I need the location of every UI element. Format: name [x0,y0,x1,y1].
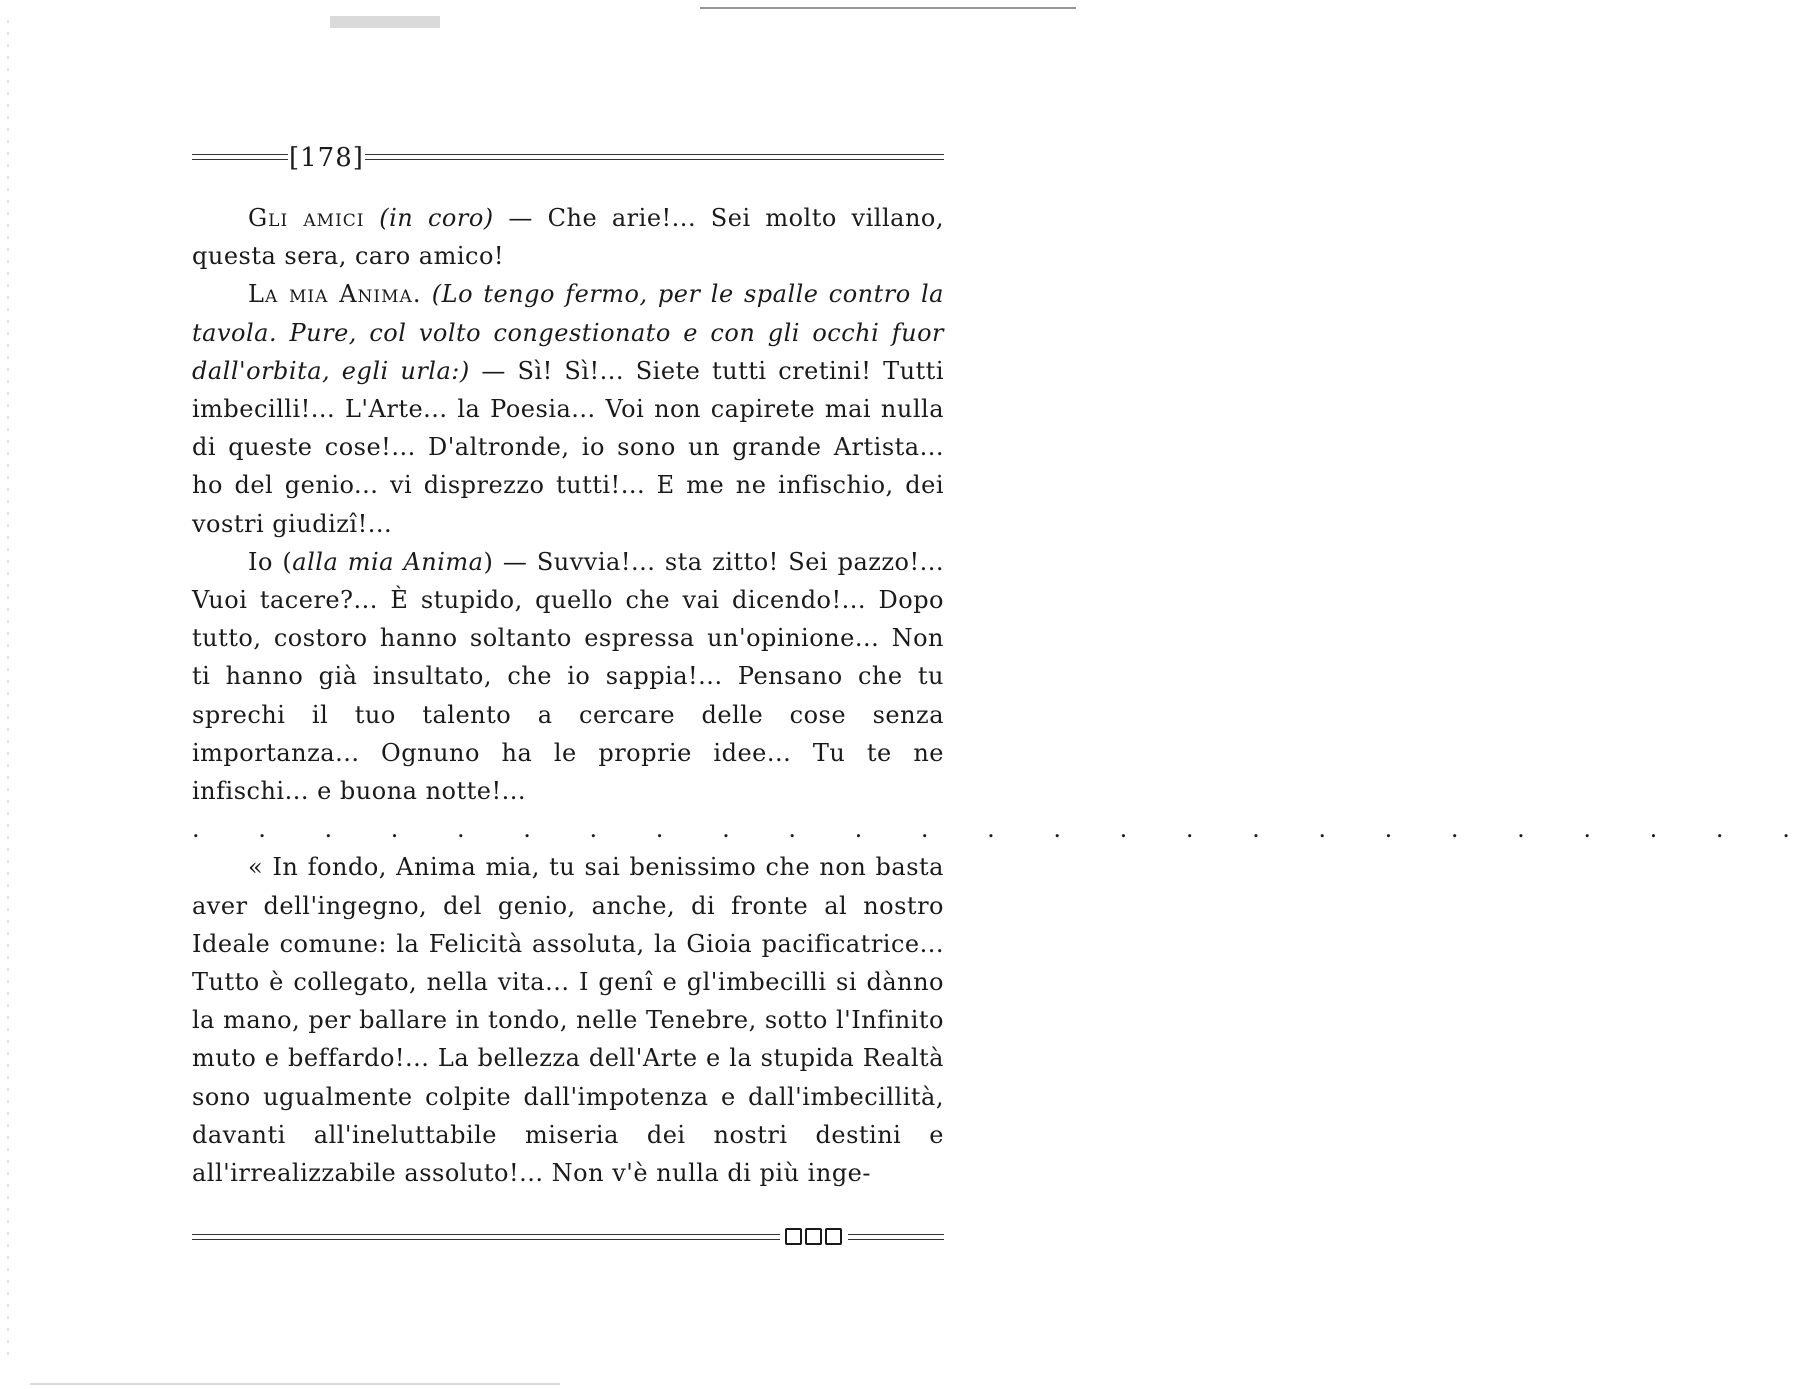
paragraph-la-mia-anima [192,275,944,542]
page-body [192,199,1815,1192]
page-header [192,140,944,176]
page-footer-ornament [192,1226,944,1250]
stage-direction: alla mia Anima [292,547,484,576]
dialogue-text: ) — Suvvia!... sta zitto! Sei pazzo!... Vuoi tacere?... È stupido, quello che vai dicendo!... Dopo tutto, costoro hanno soltanto espressa un'opinione... Non ti hanno già insultato, che io sappia!... Pensano che tu sprechi il tuo talento a cercare delle cose senza importanza... Ognuno ha le proprie idee... Tu te ne infischi... e buona notte!... [192,547,945,806]
section-separator: . . . . . . . . . . . . . . . . . . . . . . . . . [192,815,1815,844]
dialogue-text: — Che arie!... Sei molto villano, questa sera, caro amico! [192,204,944,271]
paragraph-in-fondo [192,848,944,1192]
ornament-square-icon [805,1228,822,1245]
monologue-text: « In fondo, Anima mia, tu sai benissimo che non basta aver dell'ingegno, del genio, anche, di fronte al nostro Ideale comune: la Felicità assoluta, la Gioia pacificatrice... Tutto è collegato, nella vita... I genî e gl'imbecilli si dànno la mano, per ballare in tondo, nelle Tenebre, sotto l'Infinito muto e beffardo!... La bellezza dell'Arte e la stupida Realtà sono ugualmente colpite dall'impotenza e dall'imbecillità, davanti all'ineluttabile miseria dei nostri destini e all'irrealizzabile assoluto!... Non v'è nulla di più inge- [192,853,944,1188]
page-number: [178] [288,140,365,176]
stage-direction: (Lo tengo fermo, per le spalle contro la tavola. Pure, col volto congestionato e con gli occhi fuor dall'orbita, egli urla:) [192,280,944,385]
paragraph-io [192,543,944,810]
speaker-name: La mia Anima. [248,280,422,309]
paragraph-gli-amici [192,199,944,275]
dialogue-text: — Sì! Sì!... Siete tutti cretini! Tutti imbecilli!... L'Arte... la Poesia... Voi non capirete mai nulla di queste cose!... D'altronde, io sono un grande Artista... ho del genio... vi disprezzo tutti!... E me ne infischio, dei vostri giudizî!... [192,356,944,538]
speaker-name: Gli amici [248,204,365,232]
ornament-square-icon [785,1228,802,1245]
speaker-name: Io ( [248,547,293,576]
stage-direction: (in coro) [379,204,494,232]
footer-box-ornament [782,1228,845,1245]
ornament-square-icon [825,1228,842,1245]
